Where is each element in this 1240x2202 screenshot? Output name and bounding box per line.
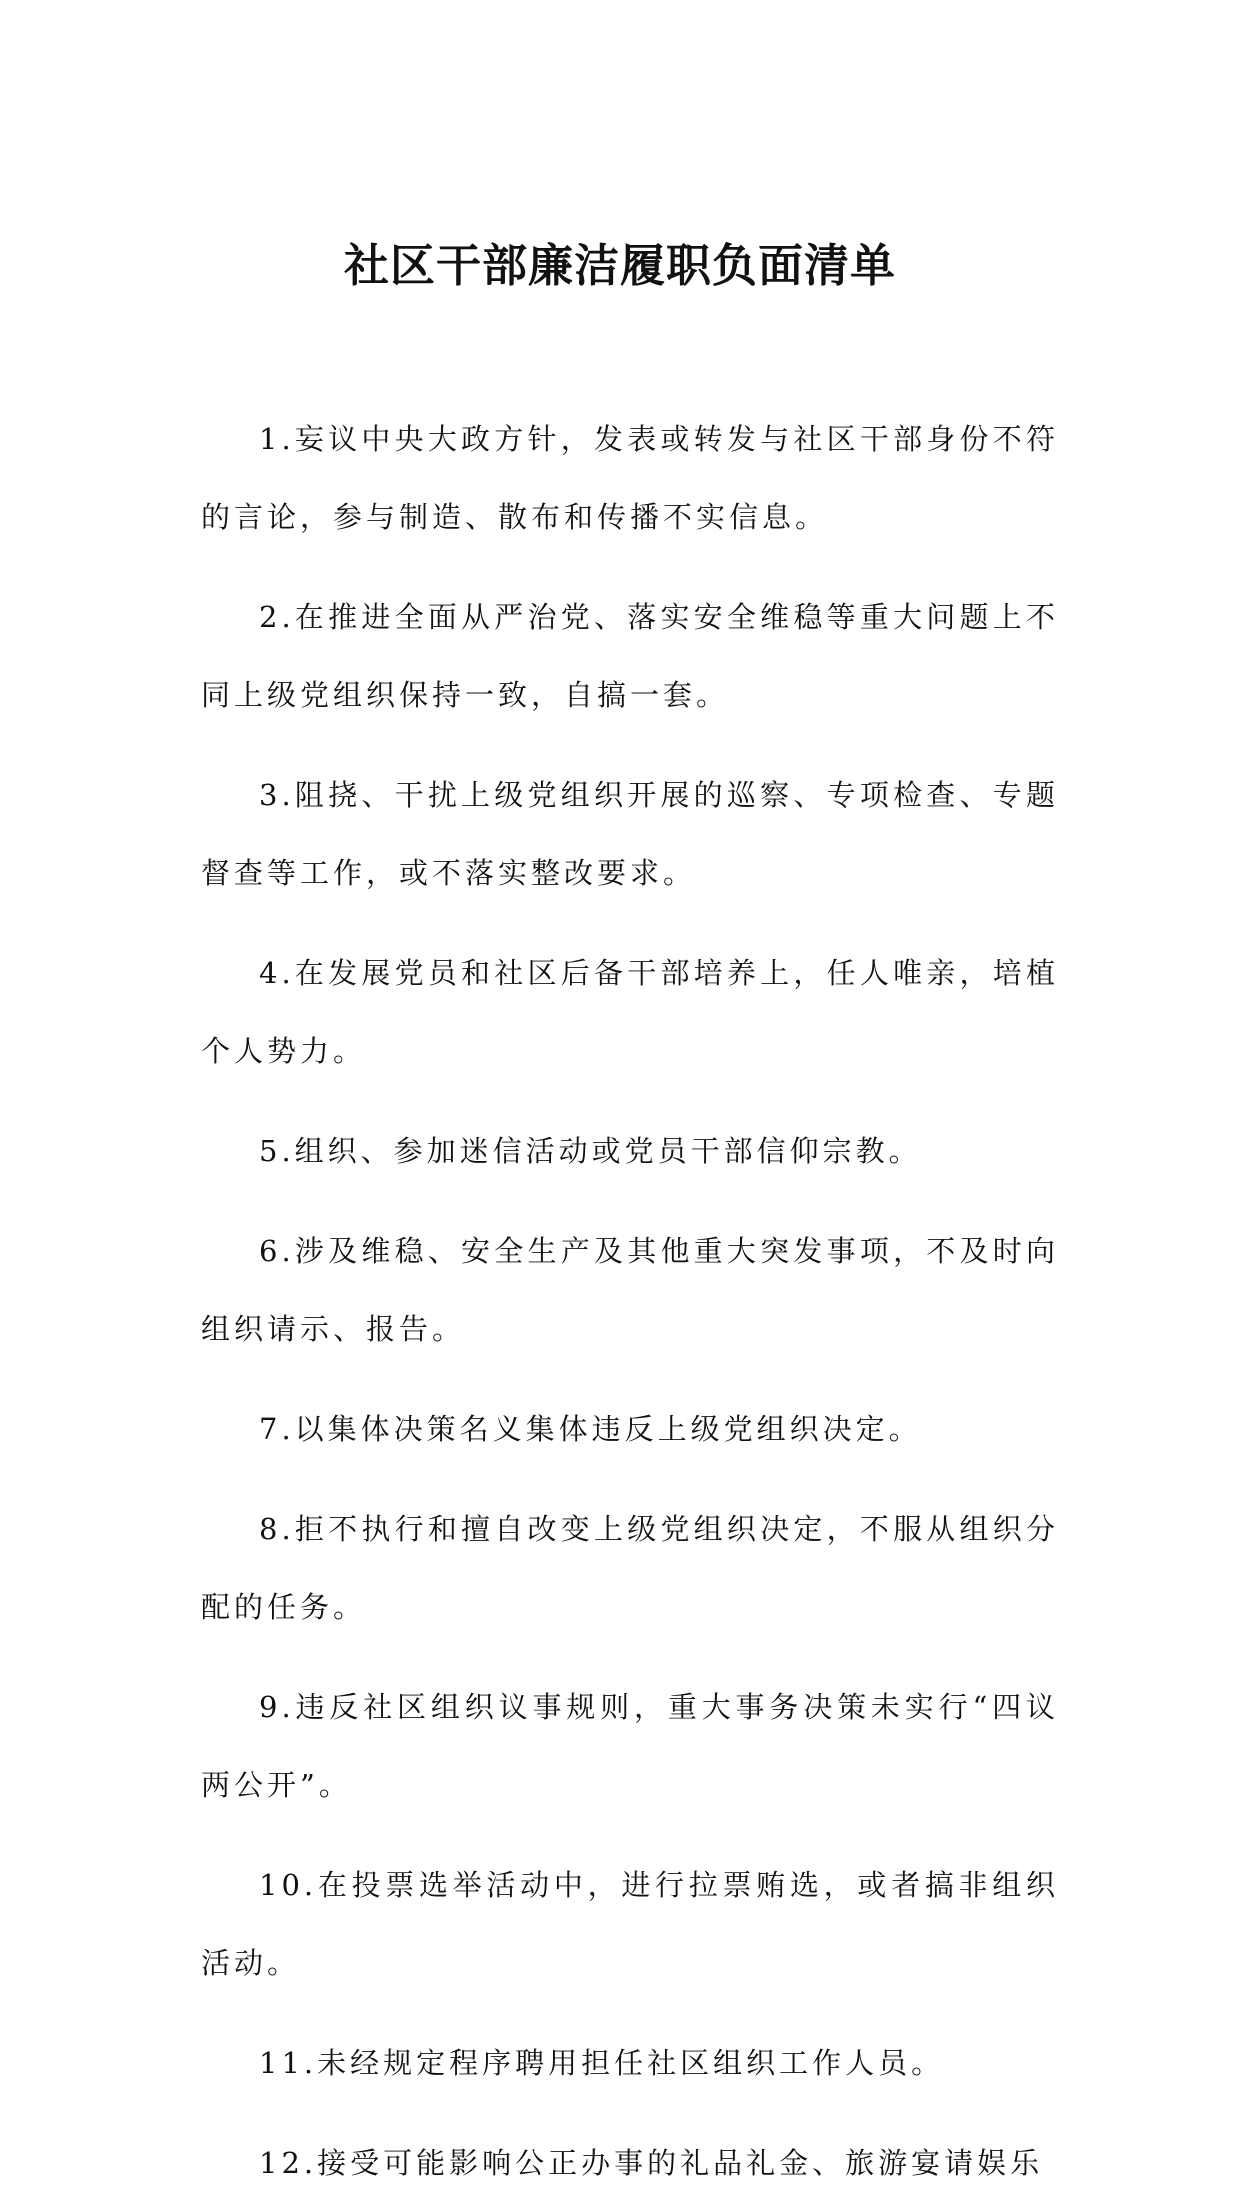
list-item: 1.妄议中央大政方针，发表或转发与社区干部身份不符的言论，参与制造、散布和传播不实信息。 [201,422,1059,534]
list-item: 3.阻挠、干扰上级党组织开展的巡察、专项检查、专题督查等工作，或不落实整改要求。 [201,778,1059,890]
list-item: 12.接受可能影响公正办事的礼品礼金、旅游宴请娱乐 [259,2146,1044,2180]
list-item: 9.违反社区组织议事规则，重大事务决策未实行“四议两公开”。 [201,1690,1059,1802]
list-item: 4.在发展党员和社区后备干部培养上，任人唯亲，培植个人势力。 [201,956,1059,1068]
list-item: 2.在推进全面从严治党、落实安全维稳等重大问题上不同上级党组织保持一致，自搞一套。 [201,600,1059,712]
list-item: 10.在投票选举活动中，进行拉票贿选，或者搞非组织活动。 [201,1868,1059,1980]
list-item: 6.涉及维稳、安全生产及其他重大突发事项，不及时向组织请示、报告。 [201,1234,1059,1346]
list-item: 5.组织、参加迷信活动或党员干部信仰宗教。 [259,1134,922,1168]
list-item: 11.未经规定程序聘用担任社区组织工作人员。 [259,2046,945,2080]
document-body [201,400,1059,2202]
list-item: 8.拒不执行和擅自改变上级党组织决定，不服从组织分配的任务。 [201,1512,1059,1624]
document-title: 社区干部廉洁履职负面清单 [343,239,896,292]
list-item: 7.以集体决策名义集体违反上级党组织决定。 [259,1412,922,1446]
